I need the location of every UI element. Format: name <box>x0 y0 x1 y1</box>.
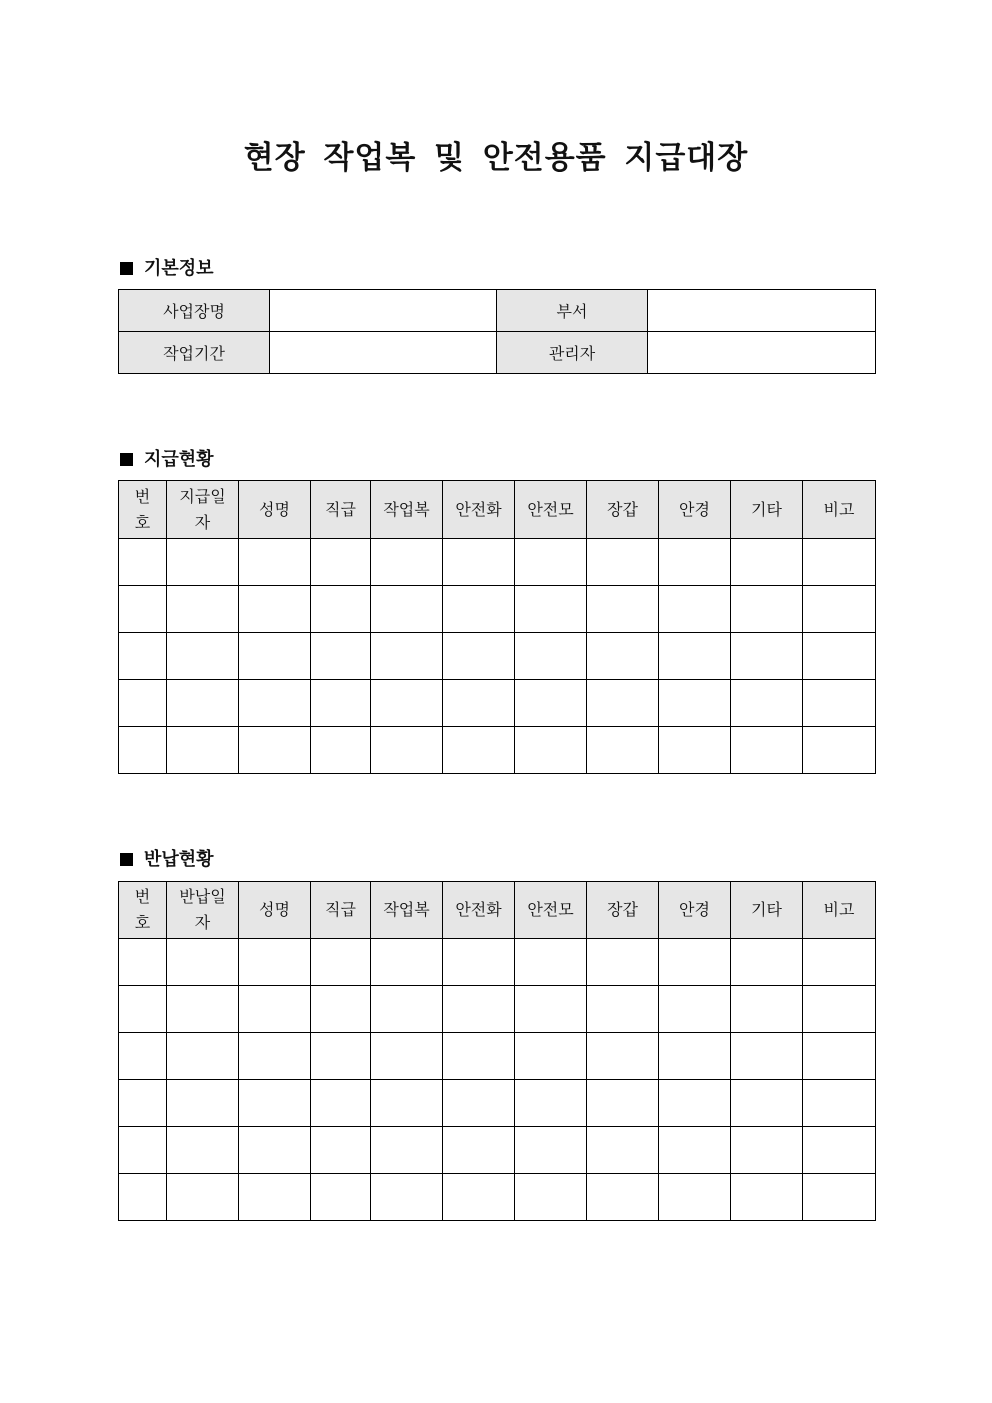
col-gloves: 장갑 <box>587 481 659 539</box>
issue-cell[interactable] <box>167 539 239 586</box>
return-cell[interactable] <box>731 1033 803 1080</box>
issue-cell[interactable] <box>311 633 371 680</box>
return-cell[interactable] <box>311 939 371 986</box>
issue-cell[interactable] <box>803 727 876 774</box>
issue-cell[interactable] <box>239 727 311 774</box>
return-cell[interactable] <box>587 939 659 986</box>
return-cell[interactable] <box>587 1080 659 1127</box>
issue-cell[interactable] <box>311 586 371 633</box>
issue-cell[interactable] <box>515 539 587 586</box>
return-cell[interactable] <box>239 939 311 986</box>
issue-cell[interactable] <box>239 680 311 727</box>
issue-cell[interactable] <box>803 680 876 727</box>
issue-cell[interactable] <box>167 586 239 633</box>
issue-cell[interactable] <box>659 633 731 680</box>
issue-cell[interactable] <box>119 727 167 774</box>
return-cell[interactable] <box>443 1127 515 1174</box>
return-cell[interactable] <box>443 1033 515 1080</box>
issue-cell[interactable] <box>311 539 371 586</box>
return-cell[interactable] <box>167 939 239 986</box>
return-cell[interactable] <box>239 1127 311 1174</box>
return-cell[interactable] <box>119 1080 167 1127</box>
issue-cell[interactable] <box>371 633 443 680</box>
return-cell[interactable] <box>803 986 876 1033</box>
issue-header-row <box>119 481 876 539</box>
return-cell[interactable] <box>731 1127 803 1174</box>
col-gloves: 장갑 <box>587 882 659 939</box>
issue-cell[interactable] <box>119 633 167 680</box>
dept-field[interactable] <box>648 290 876 332</box>
col-issue-date: 지급일자 <box>167 481 239 539</box>
col-number: 번호 <box>119 481 167 539</box>
issue-cell[interactable] <box>371 586 443 633</box>
col-safety-shoes: 안전화 <box>443 481 515 539</box>
return-cell[interactable] <box>515 939 587 986</box>
col-name: 성명 <box>239 481 311 539</box>
return-cell[interactable] <box>371 1174 443 1221</box>
col-helmet: 안전모 <box>515 882 587 939</box>
basic-info-row <box>119 332 876 374</box>
issue-cell[interactable] <box>371 680 443 727</box>
issue-cell[interactable] <box>443 727 515 774</box>
return-row <box>119 1080 876 1127</box>
return-cell[interactable] <box>371 986 443 1033</box>
return-cell[interactable] <box>119 1033 167 1080</box>
issue-cell[interactable] <box>803 539 876 586</box>
issue-cell[interactable] <box>515 633 587 680</box>
return-cell[interactable] <box>587 986 659 1033</box>
return-cell[interactable] <box>371 1127 443 1174</box>
issue-cell[interactable] <box>311 680 371 727</box>
return-cell[interactable] <box>443 1080 515 1127</box>
col-remarks: 비고 <box>803 481 876 539</box>
return-cell[interactable] <box>515 1174 587 1221</box>
col-return-date: 반납일자 <box>167 882 239 939</box>
return-cell[interactable] <box>803 1127 876 1174</box>
issue-cell[interactable] <box>239 586 311 633</box>
return-cell[interactable] <box>119 939 167 986</box>
return-cell[interactable] <box>803 1174 876 1221</box>
issue-cell[interactable] <box>443 539 515 586</box>
site-name-field[interactable] <box>270 290 497 332</box>
issue-cell[interactable] <box>659 727 731 774</box>
issue-cell[interactable] <box>167 680 239 727</box>
issue-row <box>119 727 876 774</box>
return-cell[interactable] <box>239 1080 311 1127</box>
issue-cell[interactable] <box>119 539 167 586</box>
issue-cell[interactable] <box>587 586 659 633</box>
return-row <box>119 1127 876 1174</box>
square-bullet-icon <box>120 453 133 466</box>
issue-cell[interactable] <box>659 680 731 727</box>
issue-cell[interactable] <box>731 586 803 633</box>
col-name: 성명 <box>239 882 311 939</box>
issue-cell[interactable] <box>587 633 659 680</box>
return-cell[interactable] <box>239 1174 311 1221</box>
issue-cell[interactable] <box>803 586 876 633</box>
issue-cell[interactable] <box>587 680 659 727</box>
return-cell[interactable] <box>239 1033 311 1080</box>
issue-cell[interactable] <box>587 727 659 774</box>
return-cell[interactable] <box>443 986 515 1033</box>
issue-cell[interactable] <box>167 727 239 774</box>
return-row <box>119 1174 876 1221</box>
return-cell[interactable] <box>731 1080 803 1127</box>
issue-cell[interactable] <box>587 539 659 586</box>
col-remarks: 비고 <box>803 882 876 939</box>
return-cell[interactable] <box>167 986 239 1033</box>
period-field[interactable] <box>270 332 497 374</box>
issue-row <box>119 539 876 586</box>
issue-cell[interactable] <box>443 586 515 633</box>
basic-info-heading-text: 기본정보 <box>144 258 214 279</box>
col-safety-shoes: 안전화 <box>443 882 515 939</box>
issue-cell[interactable] <box>803 633 876 680</box>
return-cell[interactable] <box>119 1127 167 1174</box>
return-cell[interactable] <box>443 939 515 986</box>
col-workwear: 작업복 <box>371 481 443 539</box>
return-cell[interactable] <box>119 1174 167 1221</box>
return-cell[interactable] <box>167 1174 239 1221</box>
issue-cell[interactable] <box>731 539 803 586</box>
return-cell[interactable] <box>587 1127 659 1174</box>
basic-info-table <box>118 289 876 374</box>
square-bullet-icon <box>120 853 133 866</box>
return-cell[interactable] <box>311 1033 371 1080</box>
issue-heading-text: 지급현황 <box>144 449 214 470</box>
manager-label: 관리자 <box>497 332 648 374</box>
col-other: 기타 <box>731 481 803 539</box>
return-cell[interactable] <box>311 1127 371 1174</box>
manager-field[interactable] <box>648 332 876 374</box>
issue-cell[interactable] <box>731 633 803 680</box>
basic-info-row <box>119 290 876 332</box>
return-row <box>119 1033 876 1080</box>
return-cell[interactable] <box>515 1080 587 1127</box>
col-number: 번호 <box>119 882 167 939</box>
return-cell[interactable] <box>731 939 803 986</box>
basic-info-heading <box>120 254 214 280</box>
page-title: 현장 작업복 및 안전용품 지급대장 <box>243 140 749 176</box>
return-cell[interactable] <box>167 1080 239 1127</box>
return-cell[interactable] <box>371 1080 443 1127</box>
issue-cell[interactable] <box>167 633 239 680</box>
issue-cell[interactable] <box>515 680 587 727</box>
issue-cell[interactable] <box>371 539 443 586</box>
issue-cell[interactable] <box>443 633 515 680</box>
square-bullet-icon <box>120 262 133 275</box>
return-cell[interactable] <box>443 1174 515 1221</box>
return-cell[interactable] <box>311 1080 371 1127</box>
col-other: 기타 <box>731 882 803 939</box>
issue-cell[interactable] <box>119 680 167 727</box>
return-cell[interactable] <box>659 1080 731 1127</box>
return-cell[interactable] <box>659 939 731 986</box>
issue-cell[interactable] <box>239 539 311 586</box>
issue-cell[interactable] <box>659 586 731 633</box>
issue-cell[interactable] <box>659 539 731 586</box>
return-cell[interactable] <box>803 1080 876 1127</box>
return-cell[interactable] <box>167 1127 239 1174</box>
site-name-label: 사업장명 <box>119 290 270 332</box>
return-cell[interactable] <box>587 1033 659 1080</box>
col-glasses: 안경 <box>659 481 731 539</box>
return-header-row <box>119 882 876 939</box>
period-label: 작업기간 <box>119 332 270 374</box>
return-cell[interactable] <box>659 986 731 1033</box>
return-cell[interactable] <box>731 986 803 1033</box>
issue-cell[interactable] <box>371 727 443 774</box>
issue-cell[interactable] <box>119 586 167 633</box>
return-cell[interactable] <box>515 1127 587 1174</box>
return-cell[interactable] <box>803 1033 876 1080</box>
issue-cell[interactable] <box>731 727 803 774</box>
issue-cell[interactable] <box>515 727 587 774</box>
return-cell[interactable] <box>659 1127 731 1174</box>
return-heading-text: 반납현황 <box>144 849 214 870</box>
dept-label: 부서 <box>497 290 648 332</box>
return-cell[interactable] <box>659 1174 731 1221</box>
return-cell[interactable] <box>119 986 167 1033</box>
return-row <box>119 939 876 986</box>
col-rank: 직급 <box>311 481 371 539</box>
return-cell[interactable] <box>587 1174 659 1221</box>
return-heading <box>120 845 214 871</box>
col-glasses: 안경 <box>659 882 731 939</box>
issue-heading <box>120 445 214 471</box>
return-cell[interactable] <box>371 939 443 986</box>
issue-table <box>118 480 876 774</box>
col-helmet: 안전모 <box>515 481 587 539</box>
return-table <box>118 881 876 1221</box>
issue-cell[interactable] <box>311 727 371 774</box>
issue-cell[interactable] <box>731 680 803 727</box>
issue-row <box>119 680 876 727</box>
return-cell[interactable] <box>239 986 311 1033</box>
return-cell[interactable] <box>371 1033 443 1080</box>
issue-row <box>119 586 876 633</box>
issue-cell[interactable] <box>443 680 515 727</box>
return-cell[interactable] <box>311 986 371 1033</box>
return-cell[interactable] <box>167 1033 239 1080</box>
return-cell[interactable] <box>515 1033 587 1080</box>
return-cell[interactable] <box>659 1033 731 1080</box>
return-cell[interactable] <box>803 939 876 986</box>
return-cell[interactable] <box>515 986 587 1033</box>
issue-row <box>119 633 876 680</box>
return-cell[interactable] <box>311 1174 371 1221</box>
return-row <box>119 986 876 1033</box>
col-rank: 직급 <box>311 882 371 939</box>
return-cell[interactable] <box>731 1174 803 1221</box>
col-workwear: 작업복 <box>371 882 443 939</box>
issue-cell[interactable] <box>515 586 587 633</box>
issue-cell[interactable] <box>239 633 311 680</box>
